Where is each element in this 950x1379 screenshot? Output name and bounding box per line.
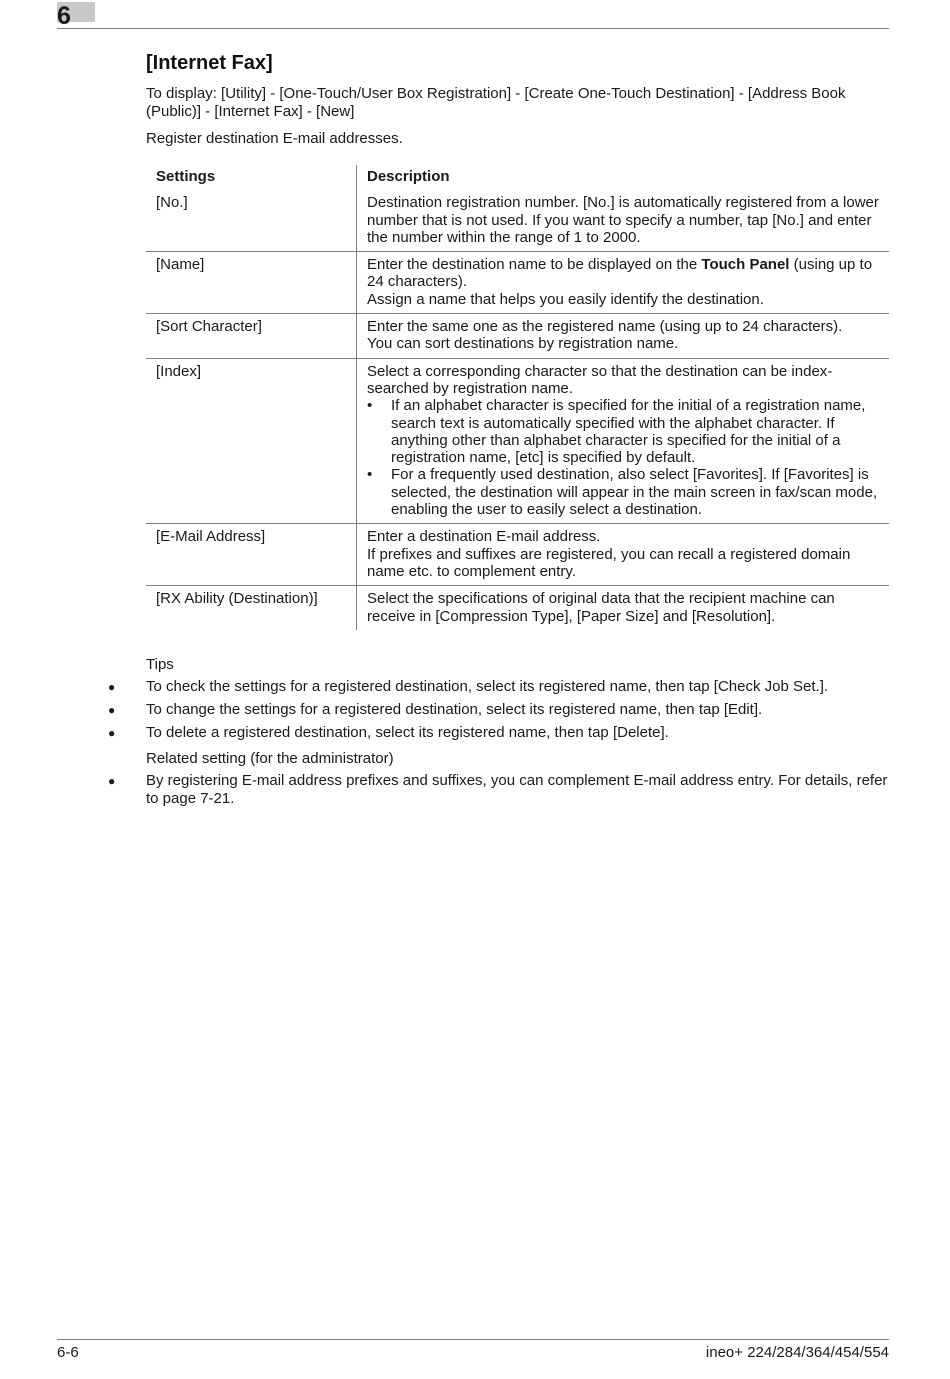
description-text: Enter the destination name to be displayed on the bbox=[367, 256, 702, 274]
bullet-icon: ● bbox=[108, 702, 116, 717]
tips-list bbox=[108, 677, 889, 742]
footer-rule bbox=[57, 1339, 889, 1340]
display-path: To display: [Utility] - [One-Touch/User Box Registration] - [Create One-Touch Destination] - [Address Book (Public)] - [Internet Fax] - [New] bbox=[146, 85, 846, 120]
bullet-icon: ● bbox=[108, 773, 116, 788]
tip-text: To delete a registered destination, select its registered name, then tap [Delete]. bbox=[146, 723, 669, 741]
touch-panel-label: Touch Panel bbox=[701, 256, 790, 274]
description-line: You can sort destinations by registration name. bbox=[367, 335, 679, 353]
list-item bbox=[108, 701, 889, 719]
related-title: Related setting (for the administrator) bbox=[146, 749, 394, 767]
table-row bbox=[146, 190, 889, 251]
description-line bbox=[367, 256, 879, 291]
page-title: [Internet Fax] bbox=[146, 52, 273, 74]
list-item bbox=[108, 724, 889, 742]
list-item bbox=[108, 772, 889, 808]
setting-name: [RX Ability (Destination)] bbox=[146, 586, 357, 630]
intro-text: Register destination E-mail addresses. bbox=[146, 130, 403, 147]
related-list bbox=[108, 771, 889, 808]
table-row bbox=[146, 314, 889, 359]
related-text: By registering E-mail address prefixes and suffixes, you can complement E-mail address entry. For details, refer to page 7-21. bbox=[146, 771, 888, 807]
model-name: ineo+ 224/284/364/454/554 bbox=[705, 1344, 889, 1361]
header-description: Description bbox=[367, 168, 450, 185]
setting-description bbox=[357, 314, 890, 359]
list-item: • For a frequently used destination, also select [Favorites]. If [Favorites] is selected, the destination will appear in the main screen in fax/scan mode, enabling the user to easily select a destination. bbox=[367, 466, 879, 518]
table-row bbox=[146, 358, 889, 524]
setting-description bbox=[357, 358, 890, 524]
table-row bbox=[146, 586, 889, 630]
setting-name: [E-Mail Address] bbox=[146, 524, 357, 586]
chapter-number: 6 bbox=[57, 2, 71, 30]
description-line: Destination registration number. [No.] is automatically registered from a lower number that is not used. If you want to specify a number, tap [No.] and enter the number within the range of 1 to 2000. bbox=[367, 194, 879, 246]
description-line: Enter a destination E-mail address. bbox=[367, 528, 601, 546]
tip-text: To change the settings for a registered destination, select its registered name, then tap [Edit]. bbox=[146, 700, 763, 718]
setting-name: [Index] bbox=[146, 358, 357, 524]
description-line: Enter the same one as the registered name (using up to 24 characters). bbox=[367, 318, 843, 336]
header-rule bbox=[57, 28, 889, 29]
description-text: (using up to 24 characters). bbox=[367, 256, 873, 291]
description-line: Select the specifications of original data that the recipient machine can receive in [Compression Type], [Paper Size] and [Resolution]. bbox=[367, 590, 835, 625]
index-bullet-list bbox=[367, 397, 879, 518]
description-line: Assign a name that helps you easily identify the destination. bbox=[367, 290, 764, 308]
setting-description bbox=[357, 252, 890, 314]
setting-name: [Name] bbox=[146, 252, 357, 314]
setting-name: [Sort Character] bbox=[146, 314, 357, 359]
tip-text: To check the settings for a registered destination, select its registered name, then tap [Check Job Set.]. bbox=[146, 677, 829, 695]
table-row bbox=[146, 252, 889, 314]
setting-name: [No.] bbox=[146, 190, 357, 251]
description-line: Select a corresponding character so that the destination can be index-searched by registration name. bbox=[367, 362, 833, 397]
tips-title: Tips bbox=[146, 655, 174, 673]
header-settings: Settings bbox=[146, 165, 357, 190]
page-number: 6-6 bbox=[57, 1344, 79, 1361]
list-item bbox=[108, 678, 889, 696]
setting-description bbox=[357, 586, 890, 630]
table-row bbox=[146, 524, 889, 586]
bullet-icon: ● bbox=[108, 725, 116, 740]
setting-description bbox=[357, 190, 890, 251]
settings-table bbox=[146, 165, 889, 630]
table-header-row bbox=[146, 165, 889, 190]
page-content bbox=[108, 50, 889, 813]
list-item: • If an alphabet character is specified for the initial of a registration name, search text is automatically specified with the alphabet character. If anything other than alphabet character is specified for the initial of a registration name, [etc] is specified by default. bbox=[367, 397, 879, 466]
description-line: If prefixes and suffixes are registered, you can recall a registered domain name etc. to complement entry. bbox=[367, 545, 851, 580]
bullet-icon: ● bbox=[108, 679, 116, 694]
setting-description bbox=[357, 524, 890, 586]
